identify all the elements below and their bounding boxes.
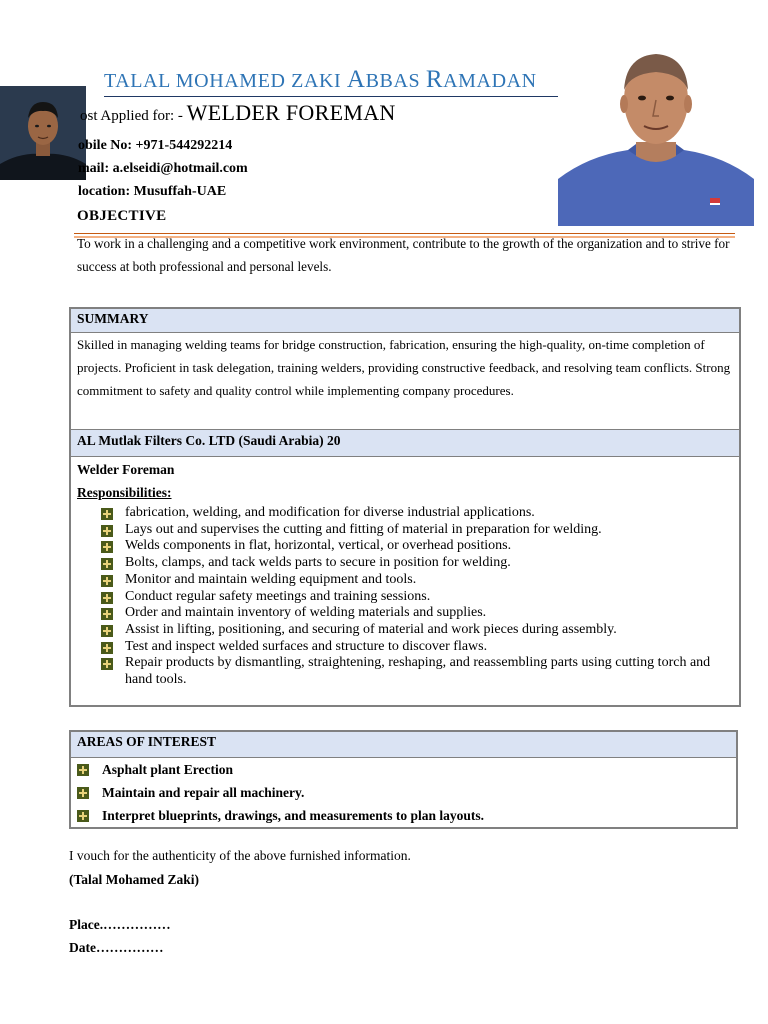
post-value: WELDER FOREMAN [186,100,396,125]
bullet-icon [101,642,113,654]
list-item-text: Welds components in flat, horizontal, vertical, or overhead positions. [125,538,512,554]
declaration-text: I vouch for the authenticity of the above furnished information. [69,848,411,863]
list-item [101,622,721,639]
name-part-1: TALAL MOHAMED ZAKI [104,70,347,92]
responsibilities-list [101,505,721,689]
list-item [101,522,721,539]
person-portrait-icon [558,44,754,226]
mobile-number: obile No: +971-544292214 [78,138,233,153]
bullet-icon [101,508,113,520]
summary-heading: SUMMARY [71,309,739,333]
list-item [101,538,721,555]
summary-section [69,307,741,707]
name-initial-r: R [425,66,444,93]
interests-heading: AREAS OF INTEREST [71,732,736,758]
bullet-icon [77,764,89,776]
list-item [77,804,484,827]
list-item [101,505,721,522]
bullet-icon [101,625,113,637]
list-item-text: Test and inspect welded surfaces and structure to discover flaws. [125,638,488,654]
list-item-text: Conduct regular safety meetings and training sessions. [125,588,431,604]
post-applied [80,100,396,126]
list-item [77,781,484,804]
bullet-icon [101,558,113,570]
bullet-icon [101,575,113,587]
email-address: mail: a.elseidi@hotmail.com [78,161,248,176]
list-item [101,605,721,622]
interests-list [77,758,484,827]
list-item-text: Maintain and repair all machinery. [102,785,305,800]
place-field: Place.…………… [69,917,171,932]
list-item-text: Interpret blueprints, drawings, and measurements to plan layouts. [102,808,485,823]
bullet-icon [77,787,89,799]
list-item-text: Lays out and supervises the cutting and fitting of material in preparation for welding. [125,521,602,537]
bullet-icon [101,658,113,670]
job-role: Welder Foreman [77,462,175,477]
company-heading: AL Mutlak Filters Co. LTD (Saudi Arabia) 20 [71,429,739,457]
name-part-3: AMADAN [443,70,537,92]
list-item [77,758,484,781]
profile-photo-large [558,44,754,226]
bullet-icon [101,592,113,604]
list-item-text: fabrication, welding, and modification for diverse industrial applications. [125,505,535,520]
name-initial-a: A [346,66,366,93]
person-silhouette-icon [0,86,86,180]
name-part-2: BBAS [365,70,426,92]
list-item-text: Monitor and maintain welding equipment and tools. [125,571,417,587]
bullet-icon [101,541,113,553]
objective-text: To work in a challenging and a competitive work environment, contribute to the growth of the organization and to strive for success at both professional and personal levels. [77,236,730,274]
list-item [101,639,721,656]
list-item [101,555,721,572]
bullet-icon [77,810,89,822]
objective-heading: OBJECTIVE [77,208,167,224]
list-item-text: Assist in lifting, positioning, and securing of material and work pieces during assembly. [125,621,617,637]
post-label: ost Applied for: - [80,108,187,124]
list-item-text: Repair products by dismantling, straightening, reshaping, and reassembling parts using cutting torch and hand tools. [125,655,711,688]
bullet-icon [101,608,113,620]
location: location: Musuffah-UAE [78,184,227,199]
signature-name: (Talal Mohamed Zaki) [69,872,200,887]
profile-photo-small [0,86,86,180]
summary-text: Skilled in managing welding teams for bridge construction, fabrication, ensuring the high-quality, on-time completion of projects. Proficient in task delegation, training welders, providing constructive feedback, and resolving team conflicts. Strong commitment to safety and quality control while implementing company procedures. [77,337,731,398]
list-item-text: Asphalt plant Erection [102,762,234,777]
responsibilities-heading: Responsibilities: [77,485,172,500]
list-item-text: Order and maintain inventory of welding materials and supplies. [125,605,487,621]
interests-section [69,730,738,829]
list-item [101,655,721,688]
bullet-icon [101,525,113,537]
list-item-text: Bolts, clamps, and tack welds parts to secure in position for welding. [125,555,511,571]
list-item [101,589,721,606]
date-field: Date…………… [69,940,164,955]
list-item [101,572,721,589]
candidate-name [104,66,559,97]
